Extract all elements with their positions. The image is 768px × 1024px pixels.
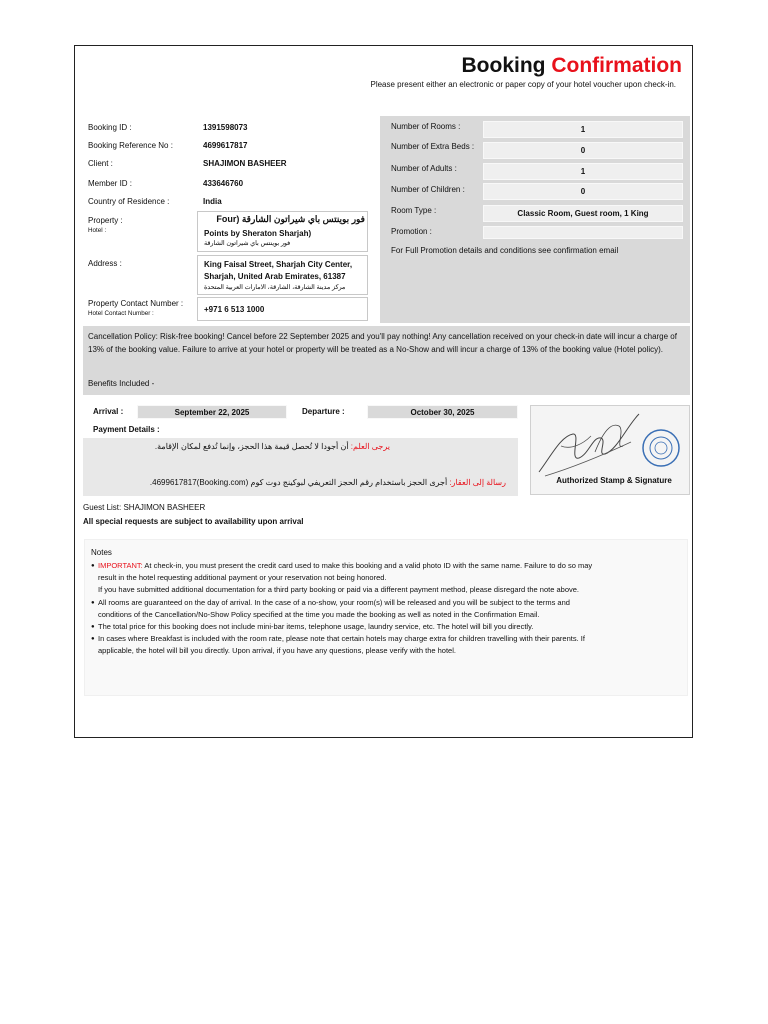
- note-important-extra: If you have submitted additional documentation for a third party booking or paid via a different payment method, please disregard the note above.: [98, 585, 579, 595]
- departure-value: October 30, 2025: [367, 405, 518, 419]
- address-line-2: Sharjah, United Arab Emirates, 61387: [204, 272, 346, 281]
- adults-value: 1: [483, 163, 683, 180]
- booking-ref-label: Booking Reference No :: [88, 141, 173, 150]
- contact-label: Property Contact Number :: [88, 299, 184, 308]
- contact-value: +971 6 513 1000: [204, 305, 265, 314]
- note-important-label: IMPORTANT:: [98, 561, 143, 570]
- departure-label: Departure :: [302, 407, 345, 416]
- payment-note-text: أن أجودا لا تُحصل قيمة هذا الحجز، وإنما تُدفع لمكان الإقامة.: [154, 442, 349, 451]
- policy-panel: [83, 326, 690, 395]
- property-box: [197, 211, 368, 252]
- adults-label: Number of Adults :: [391, 164, 457, 173]
- property-name-en: Points by Sheraton Sharjah): [204, 229, 312, 238]
- cancellation-policy: Cancellation Policy: Risk-free booking! Cancel before 22 September 2025 and you'll pay nothing! Any cancellation received on your check-in date will incur a charge of 13% of the booking value. Failure to arrive at your hotel or property will be treated as a No-Show and will incur a charge of 13% of the booking value (Hotel policy).: [88, 332, 677, 354]
- property-label: Property :: [88, 216, 123, 225]
- property-name-ar: فور بوينتس باي شيراتون الشارقة (Four: [216, 214, 365, 224]
- property-message-red: رسالة إلى العقار:: [449, 478, 506, 487]
- page-title: [462, 54, 683, 78]
- extra-beds-value: 0: [483, 142, 683, 159]
- title-booking: Booking: [461, 54, 546, 77]
- notes-list: [91, 560, 601, 658]
- voucher-page: [74, 45, 693, 738]
- page-subtitle: Please present either an electronic or paper copy of your hotel voucher upon check-in.: [370, 80, 676, 89]
- title-confirmation: Confirmation: [551, 54, 682, 77]
- address-ar: مركز مدينة الشارقة، الشارقة، الامارات العربية المتحدة: [204, 284, 346, 291]
- stamp-signature-box: [530, 405, 690, 495]
- room-info-panel: [380, 116, 690, 323]
- promotion-note: For Full Promotion details and conditions see confirmation email: [391, 246, 619, 255]
- promotion-label: Promotion :: [391, 227, 432, 236]
- address-label: Address :: [88, 259, 122, 268]
- booking-id-label: Booking ID :: [88, 123, 132, 132]
- payment-note-red: يرجى العلم:: [350, 442, 390, 451]
- member-id-label: Member ID :: [88, 179, 133, 188]
- guest-list: Guest List: SHAJIMON BASHEER: [83, 503, 206, 512]
- rooms-value: 1: [483, 121, 683, 138]
- payment-label: Payment Details :: [93, 425, 160, 434]
- hotel-label: Hotel :: [88, 227, 107, 234]
- note-item: [91, 560, 601, 597]
- rooms-label: Number of Rooms :: [391, 122, 461, 131]
- note-item: ● All rooms are guaranteed on the day of arrival. In the case of a no-show, your room(s) will be released and you will be subject to the terms and conditions of the Cancellation/No-Show Policy specified at the time you made the booking as well as noted in the Confirmation Email.: [91, 597, 601, 621]
- booking-ref-value: 4699617817: [203, 141, 248, 150]
- booking-id-value: 1391598073: [203, 123, 248, 132]
- children-value: 0: [483, 183, 683, 200]
- benefits-included: Benefits Included -: [88, 379, 155, 388]
- property-message: [150, 478, 506, 487]
- note-item: ● The total price for this booking does not include mini-bar items, telephone usage, laundry service, etc. The hotel will bill you directly.: [91, 621, 601, 633]
- client-label: Client :: [88, 159, 113, 168]
- notes-heading: Notes: [91, 548, 112, 557]
- payment-note-ar: [155, 442, 390, 451]
- country-value: India: [203, 197, 222, 206]
- note-important-text: At check-in, you must present the credit card used to make this booking and a valid photo ID with the same name. Failure to do so may result in the hotel requesting additional payment or your reservation not being honored.: [98, 561, 593, 583]
- stamp-caption: Authorized Stamp & Signature: [556, 476, 672, 485]
- stamp-icon: [641, 428, 681, 468]
- contact-box: [197, 297, 368, 321]
- address-line-1: King Faisal Street, Sharjah City Center,: [204, 260, 353, 269]
- country-label: Country of Residence :: [88, 197, 170, 206]
- promotion-value: [483, 226, 683, 239]
- member-id-value: 433646760: [203, 179, 244, 188]
- extra-beds-label: Number of Extra Beds :: [391, 142, 475, 151]
- arrival-label: Arrival :: [93, 407, 124, 416]
- contact-sub-label: Hotel Contact Number :: [88, 310, 154, 317]
- children-label: Number of Children :: [391, 185, 465, 194]
- room-type-value: Classic Room, Guest room, 1 King: [483, 205, 683, 222]
- arrival-value: September 22, 2025: [137, 405, 287, 419]
- client-value: SHAJIMON BASHEER: [203, 159, 287, 168]
- notes-panel: [84, 539, 688, 696]
- property-message-ref: (Booking.com)4699617817.: [149, 478, 249, 487]
- payment-panel: [83, 438, 518, 496]
- property-message-text: أجرى الحجز باستخدام رقم الحجز التعريفي لبوكينج دوت كوم: [250, 478, 448, 487]
- address-box: [197, 255, 368, 295]
- special-requests-note: All special requests are subject to availability upon arrival: [83, 517, 304, 526]
- room-type-label: Room Type :: [391, 206, 437, 215]
- note-item: ● In cases where Breakfast is included with the room rate, please note that certain hotels may charge extra for children travelling with their parents. If applicable, the hotel will bill you directly. Upon arrival, if you have any questions, please verify with the hotel.: [91, 633, 601, 657]
- property-name-small-ar: فور بوينتس باي شيراتون الشارقة: [204, 240, 291, 247]
